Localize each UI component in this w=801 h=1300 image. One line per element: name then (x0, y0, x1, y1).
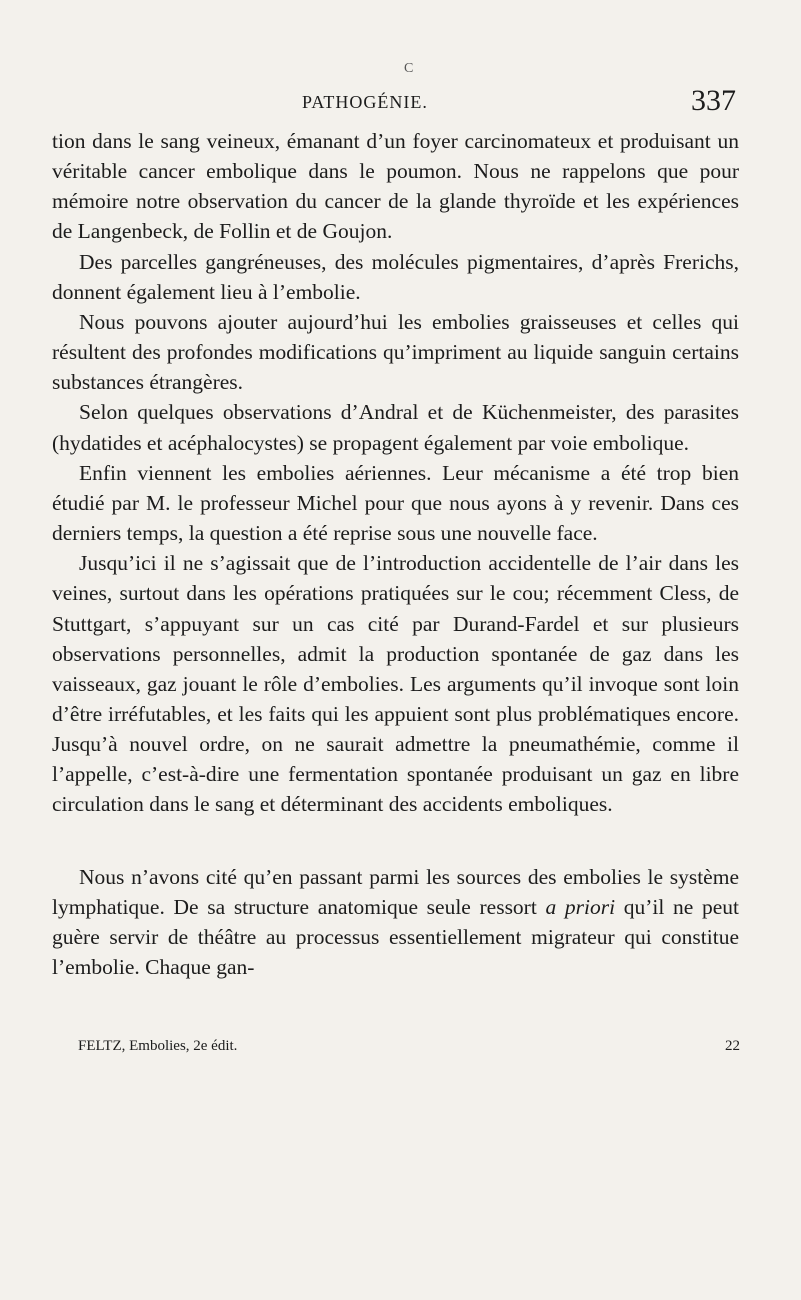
paragraph-3: Nous pouvons ajouter aujourd’hui les embolies graisseuses et celles qui résultent des profondes modifications qu’impriment au liquide sanguin certains substances étrangères. (52, 309, 739, 395)
paragraph-5: Enfin viennent les embolies aériennes. Leur mécanisme a été trop bien étudié par M. le professeur Michel pour que nous ayons à y revenir. Dans ces derniers temps, la question a été reprise sous une nouvelle face. (52, 460, 739, 546)
paragraph-4: Selon quelques observations d’Andral et de Küchenmeister, des parasites (hydatides et acéphalocystes) se propagent également par voie embolique. (52, 400, 739, 455)
running-title: PATHOGÉNIE. (302, 92, 428, 112)
paragraph-7-end: qu’il ne peut guère servir de théâtre au processus essentiellement migrateur qui constitue l’embolie. Chaque gan- (52, 894, 739, 980)
paragraph-2: Des parcelles gangréneuses, des molécules pigmentaires, d’après Frerichs, donnent également lieu à l’embolie. (52, 249, 739, 304)
page-header (52, 84, 752, 124)
signature-mark: 22 (725, 1038, 740, 1054)
body-text (52, 126, 739, 982)
top-mark: C (404, 61, 414, 76)
paragraph-1: tion dans le sang veineux, émanant d’un foyer carcinomateux et produisant un véritable cancer embolique dans le poumon. Nous ne rappelons que pour mémoire notre observation du cancer de la glande thyroïde et les expériences de Langenbeck, de Follin et de Goujon. (52, 129, 739, 244)
footer-reference: FELTZ, Embolies, 2e édit. (78, 1038, 238, 1054)
paragraph-6: Jusqu’ici il ne s’agissait que de l’introduction accidentelle de l’air dans les veines, surtout dans les opérations pratiquées sur le cou; récemment Cless, de Stuttgart, s’appuyant sur un cas cité par Durand-Fardel et sur plusieurs observations personnelles, admit la production spontanée de gaz dans les vaisseaux, gaz jouant le rôle d’embolies. Les arguments qu’il invoque sont loin d’être irréfutables, et les faits qui les appuient sont plus problématiques encore. Jusqu’à nouvel ordre, on ne saurait admettre la pneumathémie, comme il l’appelle, c’est-à-dire une fermentation spontanée produisant un gaz en libre circulation dans le sang et déterminant des accidents emboliques. (52, 551, 739, 817)
paragraph-7-start: Nous n’avons cité qu’en passant parmi les sources des embolies le système lymphatique. De sa structure anatomique seule ressort (52, 864, 739, 919)
italic-a-priori: a priori (545, 894, 616, 919)
page-footer (78, 1038, 740, 1062)
paragraph-7 (52, 862, 739, 983)
page-number: 337 (691, 84, 736, 117)
